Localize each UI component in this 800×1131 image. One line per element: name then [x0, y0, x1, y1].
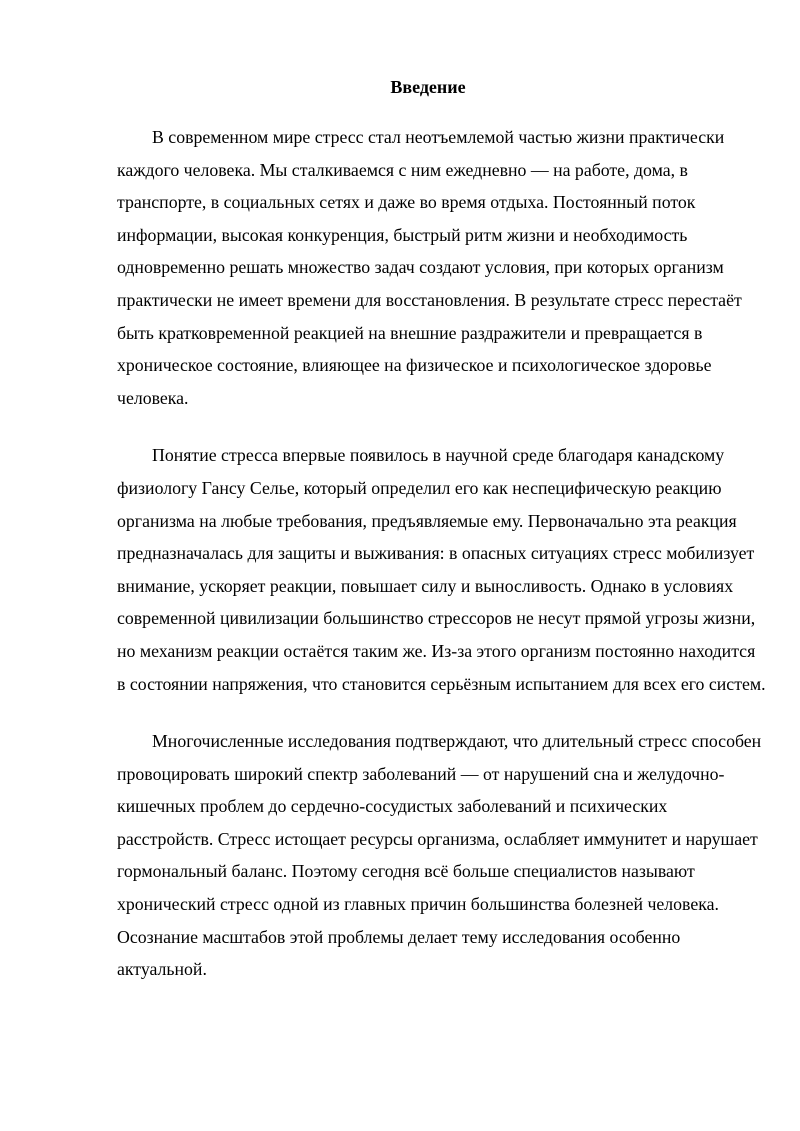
paragraph-3: Многочисленные исследования подтверждают, что длительный стресс способен провоцировать широкий спектр заболеваний — от нарушений сна и желудочно-кишечных проблем до сердечно-сосудистых заболеваний и психических расстройств. Стресс истощает ресурсы организма, ослабляет иммунитет и нарушает гормональный баланс. Поэтому сегодня всё больше специалистов называют хронический стресс одной из главных причин большинства болезней человека. Осознание масштабов этой проблемы делает тему исследования особенно актуальной. [117, 731, 762, 980]
document-body [117, 121, 767, 1011]
section-title: Введение [390, 77, 466, 97]
paragraph-1: В современном мире стресс стал неотъемлемой частью жизни практически каждого человека. Мы сталкиваемся с ним ежедневно — на работе, дома, в транспорте, в социальных сетях и даже во время отдыха. Постоянный поток информации, высокая конкуренция, быстрый ритм жизни и необходимость одновременно решать множество задач создают условия, при которых организм практически не имеет времени для восстановления. В результате стресс перестаёт быть кратковременной реакцией на внешние раздражители и превращается в хроническое состояние, влияющее на физическое и психологическое здоровье человека. [117, 127, 742, 408]
paragraph-2: Понятие стресса впервые появилось в научной среде благодаря канадскому физиологу Гансу Селье, который определил его как неспецифическую реакцию организма на любые требования, предъявляемые ему. Первоначально эта реакция предназначалась для защиты и выживания: в опасных ситуациях стресс мобилизует внимание, ускоряет реакции, повышает силу и выносливость. Однако в условиях современной цивилизации большинство стрессоров не несут прямой угрозы жизни, но механизм реакции остаётся таким же. Из-за этого организм постоянно находится в состоянии напряжения, что становится серьёзным испытанием для всех его систем. [117, 445, 766, 694]
